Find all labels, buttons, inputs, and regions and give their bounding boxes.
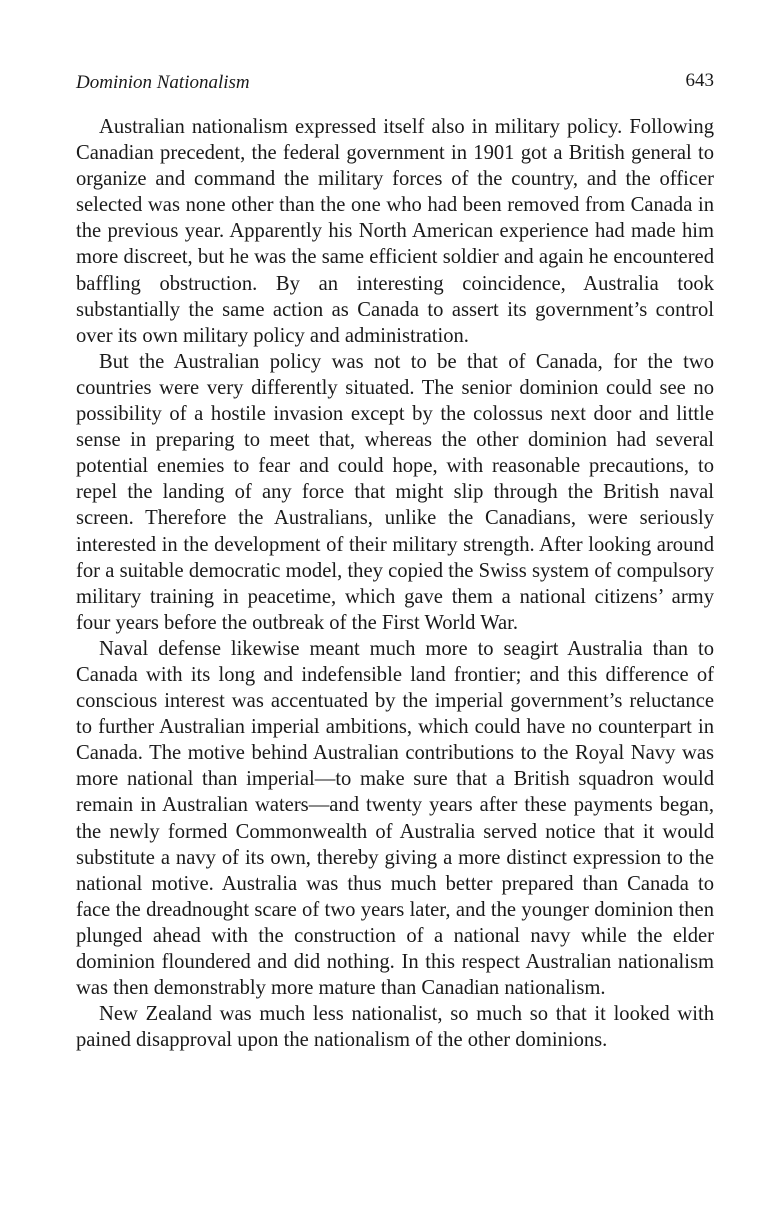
body-text — [76, 114, 714, 1053]
paragraph-2: But the Australian policy was not to be that of Canada, for the two countries were very differently situated. The senior dominion could see no possibility of a hostile invasion except by the colossus next door and little sense in preparing to meet that, whereas the other dominion had several potential enemies to fear and could hope, with reasonable precautions, to repel the landing of any force that might slip through the British naval screen. Therefore the Australians, unlike the Canadians, were seriously interested in the development of their military strength. After looking around for a suitable democratic model, they copied the Swiss system of compulsory military training in peacetime, which gave them a national citizens’ army four years before the outbreak of the First World War. — [76, 350, 714, 634]
paragraph-4: New Zealand was much less nationalist, so much so that it looked with pained disapproval upon the nationalism of the other dominions. — [76, 1003, 714, 1052]
paragraph-1: Australian nationalism expressed itself also in military policy. Following Canadian precedent, the federal government in 1901 got a British general to organize and command the military forces of the country, and the officer selected was none other than the one who had been removed from Canada in the previous year. Apparently his North American experience had made him more discreet, but he was the same efficient soldier and again he encountered baffling obstruction. By an interesting coincidence, Australia took substantially the same action as Canada to assert its government’s control over its own military policy and administration. — [76, 116, 714, 347]
running-title: Dominion Nationalism — [76, 72, 250, 93]
page-number: 643 — [685, 70, 714, 91]
running-head — [76, 66, 714, 96]
paragraph-3: Naval defense likewise meant much more to seagirt Australia than to Canada with its long and indefensible land frontier; and this difference of conscious interest was accentuated by the imperial government’s reluctance to further Australian imperial ambitions, which could have no counterpart in Canada. The motive behind Australian contributions to the Royal Navy was more national than imperial—to make sure that a British squadron would remain in Australian waters—and twenty years after these payments began, the newly formed Commonwealth of Australia served notice that it would substitute a navy of its own, thereby giving a more distinct expression to the national motive. Australia was thus much better prepared than Canada to face the dreadnought scare of two years later, and the younger dominion then plunged ahead with the construction of a national navy while the elder dominion floundered and did nothing. In this respect Australian nationalism was then demonstrably more mature than Canadian nationalism. — [76, 637, 714, 1000]
book-page — [76, 66, 714, 1053]
